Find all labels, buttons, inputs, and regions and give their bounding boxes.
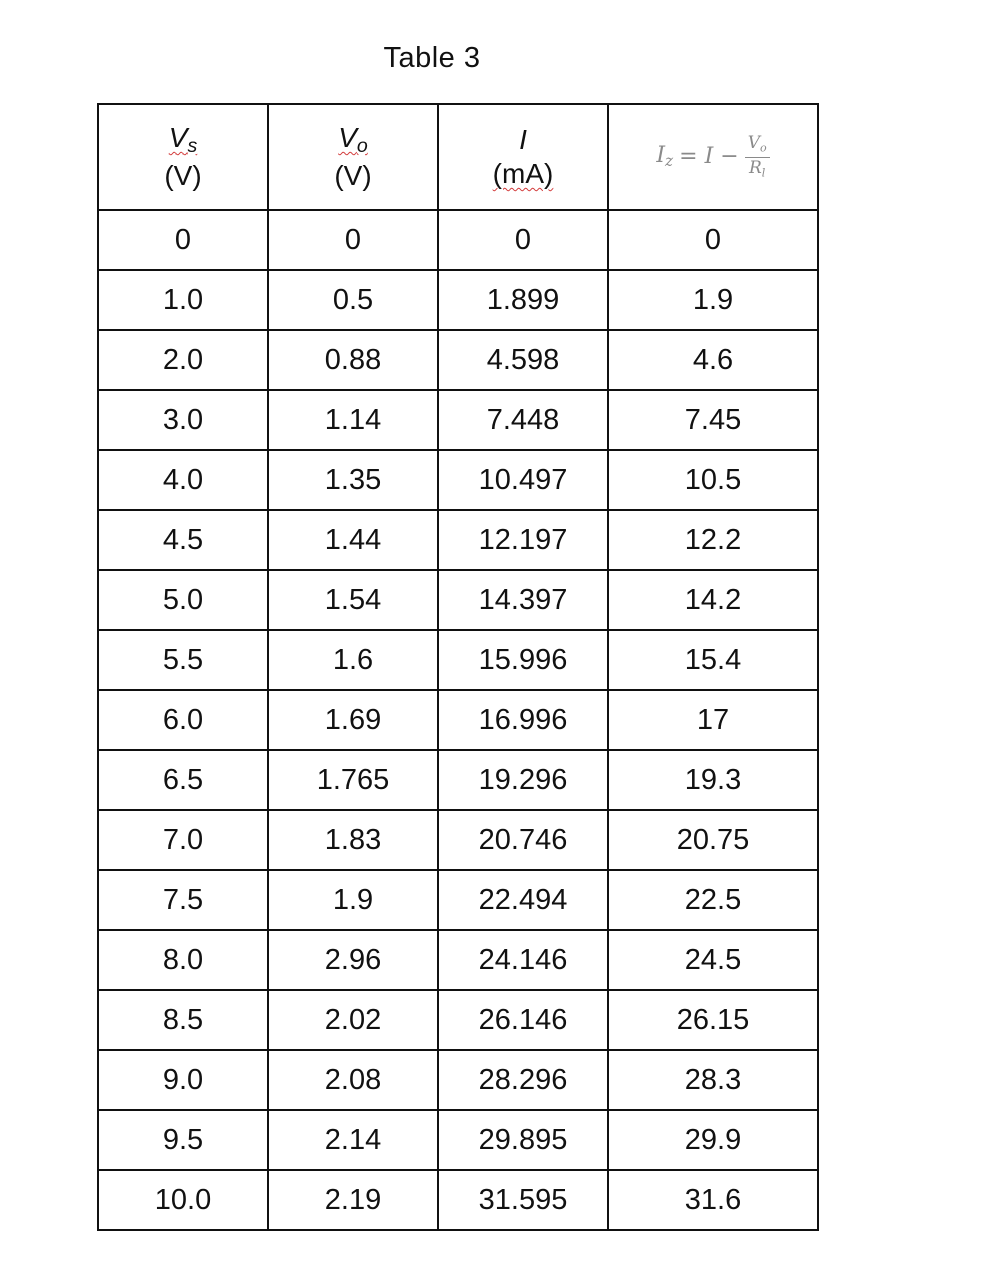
table-row [98,1050,818,1110]
cell-current: 19.296 [438,750,608,810]
cell-current: 20.746 [438,810,608,870]
cell-iz: 24.5 [608,930,818,990]
cell-vo: 1.35 [268,450,438,510]
cell-iz: 26.15 [608,990,818,1050]
iz-formula [656,134,769,179]
cell-vs: 5.0 [98,570,268,630]
cell-current: 4.598 [438,330,608,390]
cell-iz: 29.9 [608,1110,818,1170]
cell-vo: 2.02 [268,990,438,1050]
formula-fraction [745,134,770,179]
cell-iz: 15.4 [608,630,818,690]
cell-current: 15.996 [438,630,608,690]
cell-vo: 1.765 [268,750,438,810]
data-table [97,103,819,1231]
table-row [98,990,818,1050]
cell-current: 10.497 [438,450,608,510]
cell-vs: 7.0 [98,810,268,870]
cell-iz: 14.2 [608,570,818,630]
cell-iz: 4.6 [608,330,818,390]
header-vo-symbol: $V_o$ [338,122,368,157]
cell-vo: 1.14 [268,390,438,450]
cell-vs: 5.5 [98,630,268,690]
formula-operator: = I − [679,143,739,169]
table-row [98,210,818,270]
cell-iz: 28.3 [608,1050,818,1110]
table-row [98,870,818,930]
cell-vo: 2.14 [268,1110,438,1170]
header-iz-formula [608,104,818,210]
cell-current: 14.397 [438,570,608,630]
table-row [98,270,818,330]
cell-vs: 1.0 [98,270,268,330]
cell-vo: 2.96 [268,930,438,990]
cell-vo: 2.08 [268,1050,438,1110]
cell-vs: 9.5 [98,1110,268,1170]
cell-current: 24.146 [438,930,608,990]
cell-vo: 1.9 [268,870,438,930]
header-vo [268,104,438,210]
table-row [98,630,818,690]
cell-vo: 1.69 [268,690,438,750]
cell-iz: 12.2 [608,510,818,570]
table-row [98,810,818,870]
cell-vo: 0.88 [268,330,438,390]
table-row [98,570,818,630]
cell-vo: 1.6 [268,630,438,690]
header-vs [98,104,268,210]
header-vo-unit: (V) [334,159,372,191]
table-row [98,330,818,390]
table-row [98,450,818,510]
cell-current: 1.899 [438,270,608,330]
cell-vo: 1.44 [268,510,438,570]
cell-vs: 8.5 [98,990,268,1050]
cell-vs: 9.0 [98,1050,268,1110]
cell-vo: 2.19 [268,1170,438,1230]
cell-iz: 0 [608,210,818,270]
header-row [98,104,818,210]
cell-current: 16.996 [438,690,608,750]
header-vs-unit: (V) [164,159,202,191]
cell-current: 26.146 [438,990,608,1050]
cell-iz: 10.5 [608,450,818,510]
cell-vo: 1.83 [268,810,438,870]
cell-iz: 31.6 [608,1170,818,1230]
cell-iz: 22.5 [608,870,818,930]
table-body [98,210,818,1230]
table-row [98,510,818,570]
cell-vs: 4.0 [98,450,268,510]
header-current-symbol: I [519,123,527,155]
table-row [98,750,818,810]
cell-vs: 6.5 [98,750,268,810]
cell-iz: 17 [608,690,818,750]
header-vs-symbol: $V_s$ [168,122,198,157]
cell-current: 28.296 [438,1050,608,1110]
header-current [438,104,608,210]
table-row [98,690,818,750]
cell-vs: 8.0 [98,930,268,990]
table-row [98,930,818,990]
table-title: Table 3 [383,42,481,74]
formula-numerator: Vo [745,134,770,157]
cell-vs: 4.5 [98,510,268,570]
cell-vs: 6.0 [98,690,268,750]
formula-denominator: Rl [748,157,766,179]
cell-current: 0 [438,210,608,270]
formula-lhs: $I_z$ [656,143,674,171]
cell-vs: 3.0 [98,390,268,450]
cell-vo: 1.54 [268,570,438,630]
cell-vs: 7.5 [98,870,268,930]
table-row [98,1170,818,1230]
cell-iz: 20.75 [608,810,818,870]
cell-vs: 2.0 [98,330,268,390]
cell-vo: 0.5 [268,270,438,330]
header-current-unit: (mA) [492,158,554,189]
cell-current: 29.895 [438,1110,608,1170]
cell-current: 31.595 [438,1170,608,1230]
cell-iz: 19.3 [608,750,818,810]
cell-iz: 7.45 [608,390,818,450]
table-row [98,1110,818,1170]
cell-vo: 0 [268,210,438,270]
table-row [98,390,818,450]
cell-iz: 1.9 [608,270,818,330]
cell-current: 22.494 [438,870,608,930]
cell-current: 12.197 [438,510,608,570]
cell-current: 7.448 [438,390,608,450]
cell-vs: 10.0 [98,1170,268,1230]
cell-vs: 0 [98,210,268,270]
